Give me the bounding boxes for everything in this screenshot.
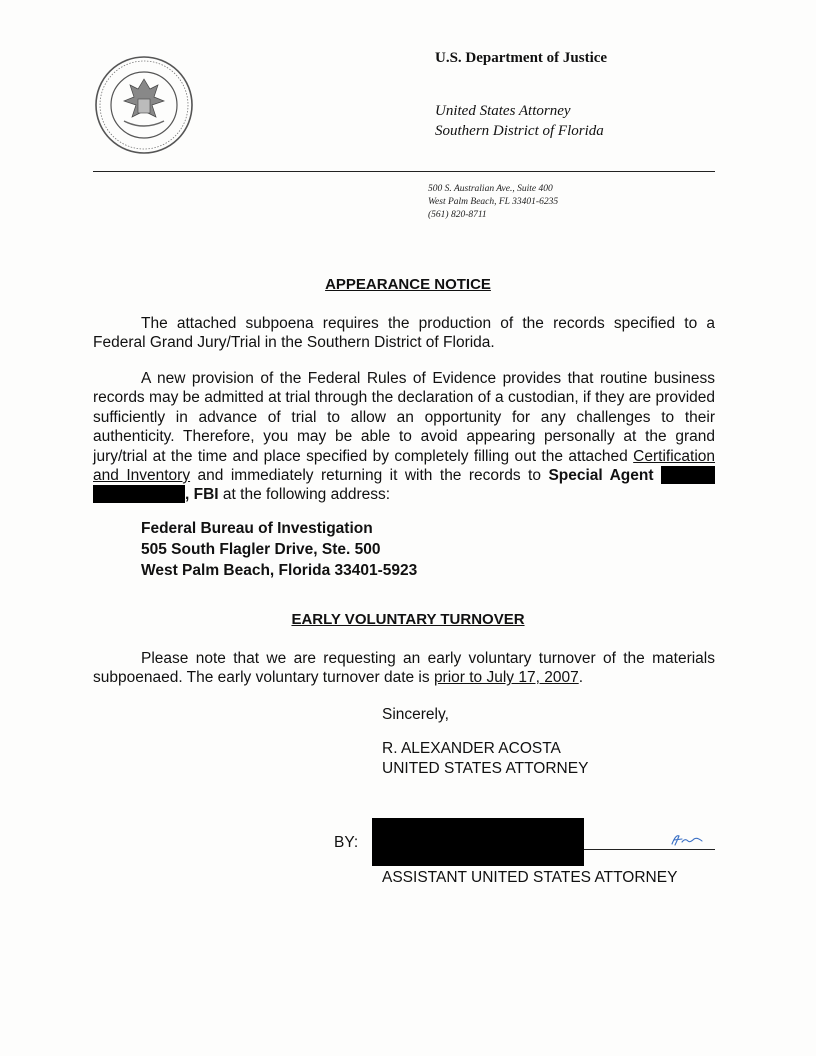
subpoena-paragraph-text: The attached subpoena requires the production of the records specified to a Federal Grand Jury/Trial in the Southern District of Florida. (93, 315, 715, 352)
address-line-2: West Palm Beach, FL 33401-6235 (428, 197, 559, 207)
us-attorney-title: UNITED STATES ATTORNEY (382, 760, 589, 777)
redacted-signature (372, 818, 584, 866)
turnover-period: . (578, 669, 584, 687)
fbi-address (141, 518, 417, 581)
turnover-date: prior to July 17, 2007 (433, 669, 579, 687)
rules-paragraph-body: A new provision of the Federal Rules of Evidence provides that routine business records may be admitted at trial through the declaration of a custodian, if they are provided sufficiently in advance of trial to allow an opportunity for any challenges to their authenticity. Therefore, you may be able to avoid appearing personally at the grand jury/trial at the time and place specified by completely filling out the attached (93, 370, 715, 465)
salutation: Sincerely, (382, 706, 449, 723)
turnover-paragraph (93, 649, 715, 688)
handwritten-initials-icon (670, 832, 704, 848)
rules-paragraph-text (93, 369, 715, 505)
fbi-address-line-1: Federal Bureau of Investigation (141, 520, 373, 537)
fbi-address-line-2: 505 South Flagler Drive, Ste. 500 (141, 541, 381, 558)
us-attorney-name: R. ALEXANDER ACOSTA (382, 740, 561, 757)
office-address (428, 183, 558, 222)
signer-title: ASSISTANT UNITED STATES ATTORNEY (382, 869, 678, 886)
early-turnover-heading: EARLY VOLUNTARY TURNOVER (291, 611, 525, 628)
address-line-1: 500 S. Australian Ave., Suite 400 (428, 184, 553, 194)
fbi-label: , FBI (185, 486, 219, 504)
letterhead (435, 50, 607, 141)
redacted-agent-first (661, 466, 715, 484)
turnover-paragraph-text (93, 649, 715, 688)
office-phone: (561) 820-8711 (428, 210, 487, 220)
doj-seal-icon (94, 55, 194, 155)
office-line-1: United States Attorney (435, 103, 571, 119)
address-instruction: at the following address: (222, 486, 391, 504)
office-name (435, 101, 607, 141)
subpoena-paragraph (93, 314, 715, 353)
rules-paragraph (93, 369, 715, 505)
signature-line (584, 849, 715, 850)
certification-inventory-link: Certification and Inventory (93, 447, 716, 485)
department-name: U.S. Department of Justice (435, 50, 608, 66)
appearance-notice-heading: APPEARANCE NOTICE (325, 276, 491, 293)
letterhead-divider (93, 171, 715, 172)
special-agent-label: Special Agent (548, 467, 654, 485)
redacted-agent-last (93, 485, 185, 503)
by-label: BY: (334, 834, 359, 851)
return-instruction: and immediately returning it with the records to (197, 467, 541, 485)
turnover-text: Please note that we are requesting an early voluntary turnover of the materials subpoenaed. The early voluntary turnover date is (93, 650, 715, 687)
fbi-address-line-3: West Palm Beach, Florida 33401-5923 (141, 562, 418, 579)
office-line-2: Southern District of Florida (435, 123, 604, 139)
